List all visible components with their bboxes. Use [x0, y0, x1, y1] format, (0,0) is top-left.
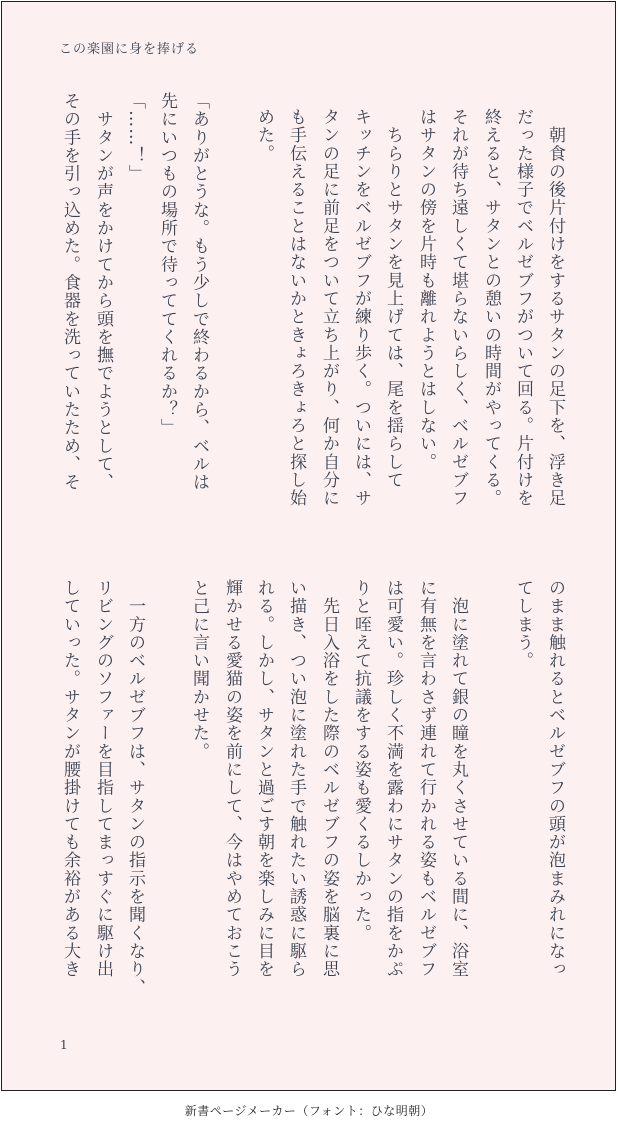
text-column: 「……！」	[125, 92, 145, 183]
text-column: 一方のベルゼブフは、サタンの指示を聞くなり、	[125, 579, 145, 997]
text-column: も手伝えることはないかときょろきょろと探し始	[286, 108, 306, 508]
text-column: い描き、つい泡に塗れた手で触れたい誘惑に駆ら	[286, 579, 306, 979]
text-column: 終えると、サタンとの憩いの時間がやってくる。	[481, 108, 501, 508]
text-column: 輝かせる愛猫の姿を前にして、今はやめておこう	[222, 579, 242, 979]
text-column: は可愛い。珍しく不満を露わにサタンの指をかぷ	[383, 579, 403, 979]
text-column: 「ありがとうな。もう少しで終わるから、ベルは	[189, 92, 209, 492]
text-column: だった様子でベルゼブフがついて回る。片付けを	[513, 108, 533, 508]
text-column: その手を引っ込めた。食器を洗っていたため、そ	[60, 92, 80, 492]
running-head: この楽園に身を捧げる	[59, 42, 200, 57]
text-column: 泡に塗れて銀の瞳を丸くさせている間に、浴室	[448, 579, 468, 979]
text-column: めた。	[254, 108, 274, 163]
page-number: 1	[60, 1038, 68, 1052]
text-column: 先日入浴をした際のベルゼブフの姿を脳裏に思	[319, 579, 339, 979]
text-column: それが待ち遠しくて堪らないらしく、ベルゼブフ	[448, 108, 468, 508]
text-column: ちらりとサタンを見上げては、尾を揺らして	[383, 108, 403, 490]
text-column: りと咥えて抗議をする姿も愛くるしかった。	[351, 579, 371, 942]
text-column: 先にいつもの場所で待っててくれるか？」	[157, 92, 177, 437]
text-column: てしまう。	[513, 579, 533, 670]
text-column: のまま触れるとベルゼブフの頭が泡まみれになっ	[545, 579, 565, 979]
text-column: れる。しかし、サタンと過ごす朝を楽しみに目を	[254, 579, 274, 979]
text-column: はサタンの傍を片時も離れようとはしない。	[416, 108, 436, 471]
text-column: に有無を言わさず連れて行かれる姿もベルゼブフ	[416, 579, 436, 979]
text-column: キッチンをベルゼブフが練り歩く。ついには、サ	[351, 108, 371, 508]
text-column: タンの足に前足をついて立ち上がり、何か自分に	[319, 108, 339, 508]
text-column: と己に言い聞かせた。	[189, 579, 209, 761]
text-column: 朝食の後片付けをするサタンの足下を、浮き足	[545, 108, 565, 508]
text-column: サタンが声をかけてから頭を撫でようとして、	[93, 92, 113, 492]
text-column: していった。サタンが腰掛けても余裕がある大き	[60, 579, 80, 979]
text-column: リビングのソファーを目指してまっすぐに駆け出	[93, 579, 113, 979]
footer-credit: 新書ページメーカー（フォント：ひな明朝）	[184, 1104, 434, 1118]
book-page	[1, 1, 616, 1091]
